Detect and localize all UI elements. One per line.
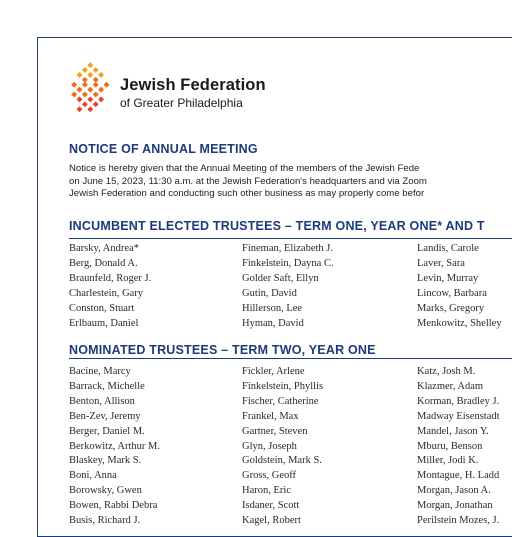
trustee-name: Braunfeld, Roger J. <box>69 272 152 284</box>
org-name: Jewish Federation <box>120 76 266 94</box>
logo-square <box>104 82 110 88</box>
trustee-name: Barsky, Andrea* <box>69 243 139 254</box>
trustee-name: Morgan, Jonathan <box>417 500 493 512</box>
trustee-name: Barrack, Michelle <box>69 380 145 392</box>
logo-square <box>82 82 88 88</box>
trustee-name: Fickler, Arlene <box>242 366 305 377</box>
name-column <box>69 365 160 529</box>
trustee-name: Glyn, Joseph <box>242 440 297 452</box>
logo-square <box>93 67 99 73</box>
trustee-name: Berg, Donald A. <box>69 257 138 269</box>
trustee-name: Hillerson, Lee <box>242 302 303 314</box>
jewish-federation-logo-icon <box>68 60 110 112</box>
name-column <box>242 365 323 529</box>
trustee-name: Fineman, Elizabeth J. <box>242 243 333 254</box>
trustee-name: Lincow, Barbara <box>417 287 487 299</box>
trustee-name: Berkowitz, Arthur M. <box>69 440 160 452</box>
trustee-name: Borowsky, Gwen <box>69 485 142 497</box>
trustee-name: Busis, Richard J. <box>69 515 141 527</box>
logo-square <box>77 96 83 102</box>
trustee-name: Hyman, David <box>242 317 304 329</box>
name-column <box>417 365 500 529</box>
logo-square <box>87 72 93 78</box>
logo-square <box>98 87 104 93</box>
logo-square <box>87 106 93 112</box>
name-column <box>242 242 334 331</box>
section-heading-incumbent-trustees: INCUMBENT ELECTED TRUSTEES – TERM ONE, YEAR ONE* AND T <box>69 219 485 233</box>
logo-square <box>93 92 99 98</box>
notice-line: Notice is hereby given that the Annual Meeting of the members of the Jewish Fede <box>69 163 420 174</box>
trustee-name: Katz, Josh M. <box>417 366 476 377</box>
trustee-name: Marks, Gregory <box>417 302 485 314</box>
trustee-name: Frankel, Max <box>242 410 299 422</box>
trustee-name: Gutin, David <box>242 287 297 299</box>
logo-square <box>77 87 83 93</box>
notice-title: NOTICE OF ANNUAL MEETING <box>69 142 258 156</box>
logo-square <box>77 72 83 78</box>
logo-square <box>98 72 104 78</box>
trustee-name: Conston, Stuart <box>69 302 135 314</box>
trustee-name: Mandel, Jason Y. <box>417 425 489 437</box>
trustee-name: Klazmer, Adam <box>417 380 484 392</box>
logo-square <box>71 82 77 88</box>
trustee-name: Goldstein, Mark S. <box>242 455 322 467</box>
document-page <box>37 37 512 537</box>
trustee-name: Laver, Sara <box>417 257 465 269</box>
trustee-name: Finkelstein, Dayna C. <box>242 257 334 269</box>
trustee-name: Landis, Carole <box>417 243 479 254</box>
trustee-name: Perilstein Mozes, J. <box>417 515 500 527</box>
trustee-name: Blaskey, Mark S. <box>69 455 142 467</box>
trustee-name: Kagel, Robert <box>242 515 301 527</box>
logo-square <box>87 87 93 93</box>
trustee-name: Bowen, Rabbi Debra <box>69 500 158 512</box>
name-column <box>417 242 502 331</box>
trustee-name: Mburu, Benson <box>417 440 483 452</box>
trustee-name: Gartner, Steven <box>242 425 308 437</box>
logo-square <box>82 67 88 73</box>
logo-square <box>93 82 99 88</box>
trustee-name: Fischer, Catherine <box>242 395 319 407</box>
trustee-name: Isdaner, Scott <box>242 500 300 512</box>
trustee-name: Charlestein, Gary <box>69 287 144 299</box>
notice-body <box>69 163 512 201</box>
logo-square <box>71 92 77 98</box>
trustee-name: Bacine, Marcy <box>69 366 131 377</box>
logo-square <box>77 106 83 112</box>
trustee-name: Montague, H. Ladd <box>417 470 500 482</box>
logo-square <box>82 101 88 107</box>
trustee-name: Levin, Murray <box>417 272 479 284</box>
trustee-name: Boni, Anna <box>69 470 117 482</box>
trustee-name: Gross, Geoff <box>242 470 297 482</box>
notice-line: Jewish Federation and conducting such other business as may properly come befor <box>69 188 425 199</box>
trustee-name: Korman, Bradley J. <box>417 395 500 407</box>
section-divider <box>69 238 512 239</box>
trustee-name: Madway Eisenstadt <box>417 410 500 422</box>
trustee-name: Miller, Jodi K. <box>417 455 479 467</box>
section-divider <box>69 358 512 359</box>
trustee-name: Morgan, Jason A. <box>417 485 491 497</box>
logo-square <box>98 96 104 102</box>
section-heading-nominated-trustees: NOMINATED TRUSTEES – TERM TWO, YEAR ONE <box>69 343 376 357</box>
name-column <box>69 242 151 331</box>
trustee-name: Ben-Zev, Jeremy <box>69 410 141 422</box>
trustee-name: Benton, Allison <box>69 395 135 407</box>
trustee-name: Finkelstein, Phyllis <box>242 380 324 392</box>
logo-square <box>87 96 93 102</box>
trustee-name: Haron, Eric <box>242 485 291 497</box>
trustee-name: Menkowitz, Shelley <box>417 317 502 329</box>
org-subtitle: of Greater Philadelphia <box>120 96 243 110</box>
logo-square <box>87 62 93 68</box>
trustee-name: Erlbaum, Daniel <box>69 317 139 329</box>
logo-square <box>82 92 88 98</box>
notice-line: on June 15, 2023, 11:30 a.m. at the Jewish Federation's headquarters and via Zoom <box>69 175 427 187</box>
trustee-name: Golder Saft, Ellyn <box>242 272 319 284</box>
trustee-name: Berger, Daniel M. <box>69 425 145 437</box>
logo-square <box>93 101 99 107</box>
